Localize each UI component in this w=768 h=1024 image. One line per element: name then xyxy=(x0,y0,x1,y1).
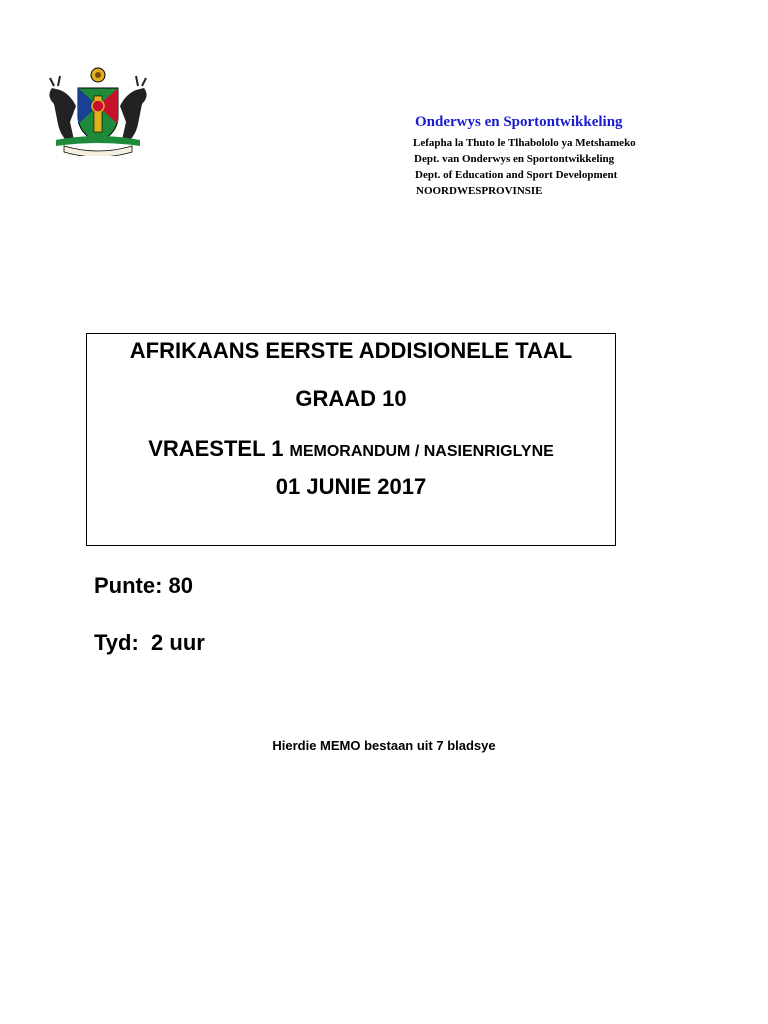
department-header xyxy=(412,114,636,199)
pages-note: Hierdie MEMO bestaan uit 7 bladsye xyxy=(272,738,496,753)
exam-marks: Punte: 80 xyxy=(94,573,194,598)
department-title: Onderwys en Sportontwikkeling xyxy=(415,114,623,130)
exam-grade: GRAAD 10 xyxy=(295,386,407,411)
department-name-tswana: Lefapha la Thuto le Tlhabololo ya Metshameko xyxy=(413,137,636,149)
exam-date: 01 JUNIE 2017 xyxy=(275,474,427,499)
province-name: NOORDWESPROVINSIE xyxy=(416,185,543,197)
department-name-english: Dept. of Education and Sport Development xyxy=(415,169,618,181)
department-name-afrikaans: Dept. van Onderwys en Sportontwikkeling xyxy=(414,153,615,165)
coat-of-arms-icon xyxy=(40,66,156,156)
exam-time: Tyd: 2 uur xyxy=(94,630,205,655)
exam-title-box xyxy=(86,333,616,546)
exam-subject: AFRIKAANS EERSTE ADDISIONELE TAAL xyxy=(129,338,573,363)
exam-paper-type: MEMORANDUM / NASIENRIGLYNE xyxy=(289,443,554,460)
exam-paper xyxy=(87,436,615,462)
exam-paper-number: VRAESTEL 1 xyxy=(148,436,284,461)
